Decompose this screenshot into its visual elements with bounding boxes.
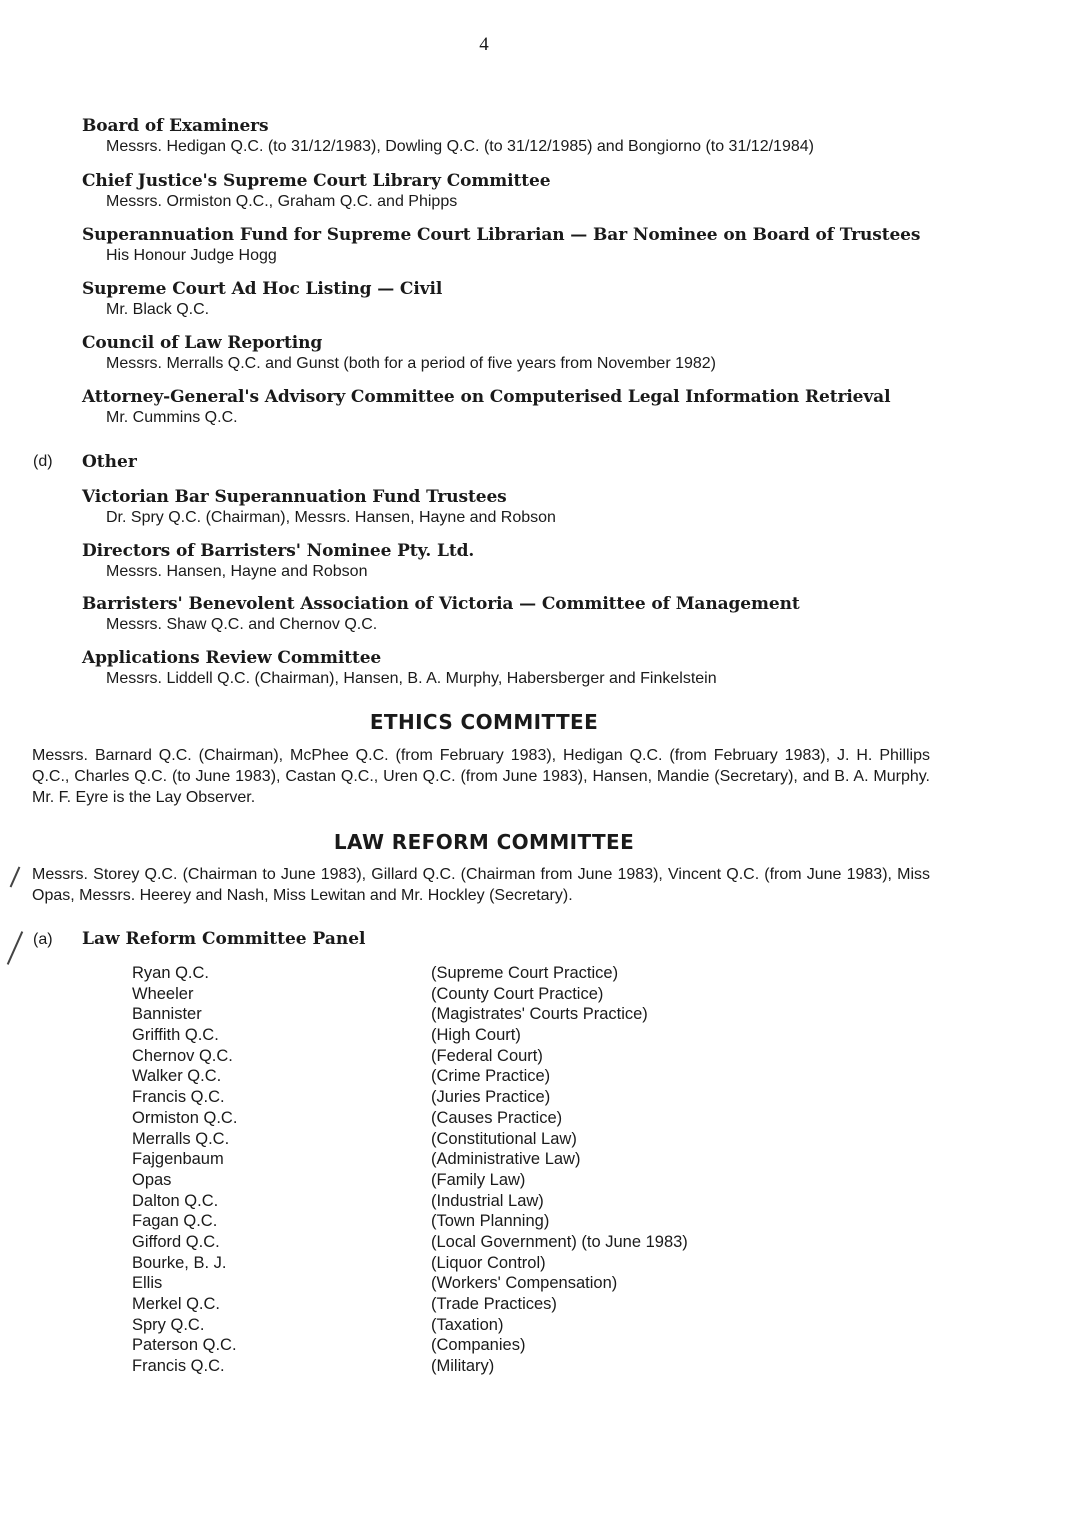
panel-area: (Taxation) (431, 1315, 504, 1334)
panel-member: Ryan Q.C. (132, 964, 210, 982)
other-entry (82, 487, 556, 528)
panel-member: Fagan Q.C. (132, 1212, 218, 1231)
panel-area: (Causes Practice) (431, 1108, 563, 1127)
law-reform-committee-members: Messrs. Storey Q.C. (Chairman to June 1983), Gillard Q.C. (Chairman from June 1983), Vincent Q.C. (from June 1983), Miss Opas, Messrs. Heerey and Nash, Miss Lewitan and Mr. Hockley (Secretary). (32, 866, 930, 904)
section-marker: (d) (33, 453, 53, 470)
panel-member: Fajgenbaum (132, 1150, 224, 1169)
panel-member: Dalton Q.C. (132, 1191, 219, 1210)
committee-title: Attorney-General's Advisory Committee on Computerised Legal Information Retrieval (82, 387, 891, 407)
ethics-committee-members: Messrs. Barnard Q.C. (Chairman), McPhee Q.C. (from February 1983), Hedigan Q.C. (from February 1983), J. H. Phillips Q.C., Charles Q.C. (to June 1983), Castan Q.C., Uren Q.C. (from June 1983), Hansen, Mandie (Secretary), and B. A. Murphy. Mr. F. Eyre is the Lay Observer. (32, 747, 930, 806)
panel-member: Griffith Q.C. (132, 1026, 219, 1045)
panel-area: (Supreme Court Practice) (431, 964, 619, 982)
panel-area: (High Court) (431, 1026, 521, 1045)
panel-row (132, 1066, 688, 1087)
panel-member: Gifford Q.C. (132, 1232, 220, 1251)
panel-row (132, 1211, 688, 1232)
panel-member: Walker Q.C. (132, 1067, 222, 1086)
panel-row (132, 963, 688, 984)
panel-area: (Family Law) (431, 1170, 526, 1189)
panel-area: (Juries Practice) (431, 1088, 551, 1107)
panel-row (132, 1356, 688, 1377)
panel-area: (Federal Court) (431, 1046, 543, 1065)
committee-title: Superannuation Fund for Supreme Court Librarian — Bar Nominee on Board of Trustees (82, 225, 921, 245)
panel-row (132, 1108, 688, 1129)
committee-members: Messrs. Ormiston Q.C., Graham Q.C. and Phipps (106, 193, 458, 210)
committee-members: Messrs. Merralls Q.C. and Gunst (both for a period of five years from November 1982) (106, 355, 717, 372)
panel-row (132, 1087, 688, 1108)
committee-members: Messrs. Liddell Q.C. (Chairman), Hansen, B. A. Murphy, Habersberger and Finkelstein (106, 670, 717, 687)
panel-row (132, 1232, 688, 1253)
panel-member: Ormiston Q.C. (132, 1108, 238, 1127)
section-heading: Other (82, 452, 137, 472)
panel-area: (Local Government) (to June 1983) (431, 1232, 688, 1251)
committee-entry (82, 116, 814, 157)
panel-member: Chernov Q.C. (132, 1046, 233, 1065)
panel-area: (Trade Practices) (431, 1295, 557, 1313)
committee-members: Mr. Cummins Q.C. (106, 409, 238, 426)
panel-row (132, 1170, 688, 1191)
committee-title: Chief Justice's Supreme Court Library Committee (82, 171, 551, 191)
ethics-committee-title: ETHICS COMMITTEE (369, 710, 599, 734)
panel-row (132, 1046, 688, 1067)
panel-member: Merkel Q.C. (132, 1295, 221, 1313)
panel-member: Spry Q.C. (132, 1315, 205, 1334)
panel-row (132, 1273, 688, 1294)
committee-members: Messrs. Hansen, Hayne and Robson (106, 563, 368, 580)
panel-member: Opas (132, 1170, 172, 1189)
panel-row (132, 1004, 688, 1025)
committee-entry (82, 279, 442, 320)
panel-row (132, 1191, 688, 1212)
panel-row (132, 1335, 688, 1356)
committee-title: Victorian Bar Superannuation Fund Trustees (82, 487, 507, 507)
panel-member: Merralls Q.C. (132, 1129, 230, 1148)
committee-title: Directors of Barristers' Nominee Pty. Ltd. (82, 541, 475, 561)
panel-area: (Companies) (431, 1336, 526, 1355)
margin-mark (10, 867, 21, 888)
panel-area: (Liquor Control) (431, 1253, 546, 1272)
panel-area: (Workers' Compensation) (431, 1274, 618, 1293)
law-reform-panel-list (132, 963, 688, 1377)
panel-member: Paterson Q.C. (132, 1336, 237, 1355)
committee-entry (82, 333, 716, 374)
other-entry (82, 594, 800, 635)
committee-title: Supreme Court Ad Hoc Listing — Civil (82, 279, 443, 299)
panel-member: Francis Q.C. (132, 1357, 225, 1376)
panel-area: (Town Planning) (431, 1212, 550, 1231)
panel-member: Bourke, B. J. (132, 1253, 227, 1272)
committee-title: Council of Law Reporting (82, 333, 323, 353)
committee-members: Mr. Black Q.C. (106, 301, 210, 318)
committee-entry (82, 171, 550, 212)
panel-area: (Crime Practice) (431, 1067, 551, 1086)
panel-marker: (a) (33, 931, 53, 948)
other-entry (82, 541, 474, 582)
committee-members: Dr. Spry Q.C. (Chairman), Messrs. Hansen, Hayne and Robson (106, 509, 556, 526)
page-number: 4 (479, 34, 489, 55)
law-reform-committee-title: LAW REFORM COMMITTEE (333, 830, 635, 854)
committee-entry (82, 225, 920, 266)
panel-area: (County Court Practice) (431, 984, 604, 1003)
panel-heading: Law Reform Committee Panel (82, 929, 366, 949)
panel-row (132, 984, 688, 1005)
panel-row (132, 1294, 688, 1315)
committee-title: Applications Review Committee (82, 648, 382, 668)
panel-area: (Magistrates' Courts Practice) (431, 1005, 648, 1024)
committee-title: Board of Examiners (82, 116, 269, 136)
panel-row (132, 1253, 688, 1274)
margin-mark (7, 931, 23, 965)
panel-area: (Administrative Law) (431, 1150, 581, 1169)
panel-member: Ellis (132, 1274, 163, 1293)
panel-member: Wheeler (132, 984, 194, 1003)
panel-area: (Military) (431, 1357, 495, 1376)
panel-row (132, 1315, 688, 1336)
panel-row (132, 1025, 688, 1046)
committee-entry (82, 387, 890, 428)
committee-members: Messrs. Shaw Q.C. and Chernov Q.C. (106, 616, 378, 633)
panel-member: Francis Q.C. (132, 1088, 225, 1107)
panel-member: Bannister (132, 1005, 202, 1024)
panel-area: (Constitutional Law) (431, 1129, 577, 1148)
panel-area: (Industrial Law) (431, 1191, 544, 1210)
committee-members: Messrs. Hedigan Q.C. (to 31/12/1983), Dowling Q.C. (to 31/12/1985) and Bongiorno (to 31/12/1984) (106, 138, 814, 155)
panel-row (132, 1129, 688, 1150)
committee-members: His Honour Judge Hogg (106, 247, 277, 264)
other-entry (82, 648, 717, 689)
panel-row (132, 1149, 688, 1170)
committee-title: Barristers' Benevolent Association of Victoria — Committee of Management (82, 594, 800, 614)
